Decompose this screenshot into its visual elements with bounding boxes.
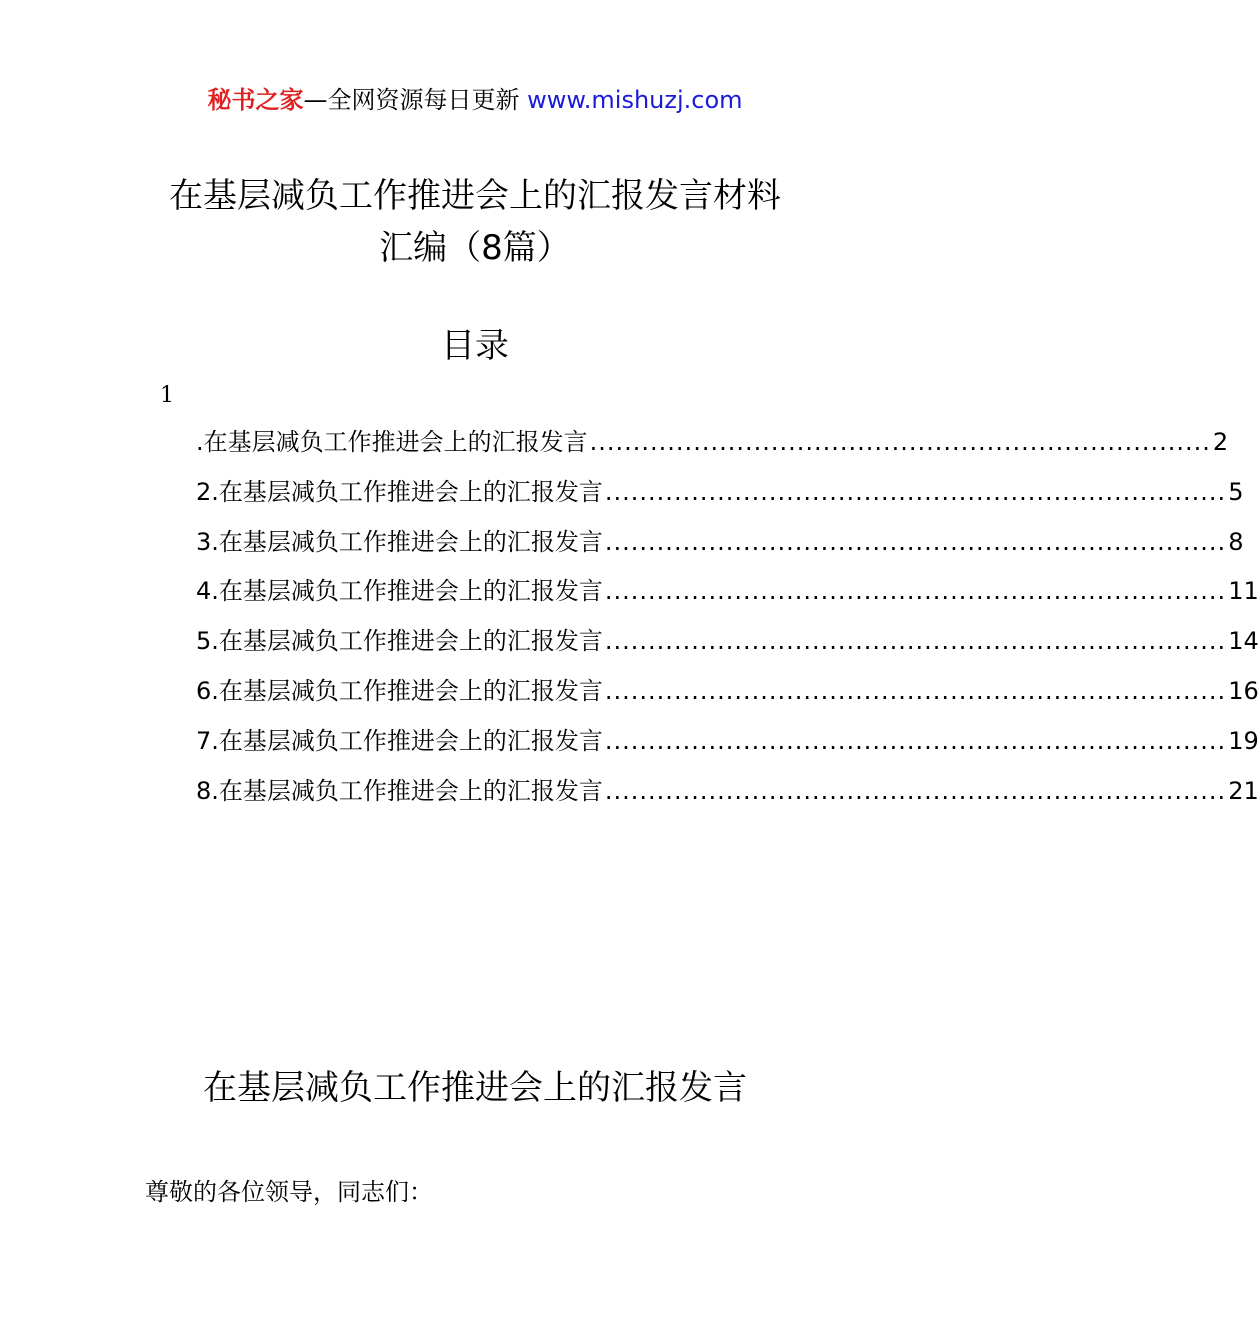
- brand-name: 秘书之家: [207, 86, 304, 114]
- toc-item-page: 21: [1228, 776, 1259, 805]
- toc-leader-dots: ........................................................................: [604, 676, 1227, 705]
- toc-item-label: 5.在基层减负工作推进会上的汇报发言: [196, 627, 603, 656]
- site-url-link[interactable]: www.mishuzj.com: [527, 86, 743, 114]
- toc-item-label: .在基层减负工作推进会上的汇报发言: [196, 428, 588, 456]
- toc-leader-dots: ........................................................................: [604, 477, 1227, 506]
- toc-item-label: 2.在基层减负工作推进会上的汇报发言: [196, 477, 603, 506]
- toc-item-page: 8: [1228, 527, 1244, 556]
- document-title: [0, 170, 950, 274]
- toc-item-label: 7.在基层减负工作推进会上的汇报发言: [196, 726, 603, 755]
- toc-item[interactable]: [196, 621, 1259, 671]
- toc-item[interactable]: [196, 422, 1229, 472]
- toc-item-page: 14: [1228, 627, 1259, 656]
- toc-item-page: 16: [1228, 676, 1259, 705]
- toc-leader-dots: ........................................................................: [604, 627, 1227, 656]
- toc-item[interactable]: [196, 571, 1259, 621]
- toc-item-label: 6.在基层减负工作推进会上的汇报发言: [196, 676, 603, 705]
- toc-item-page: 2: [1212, 428, 1229, 456]
- toc-item[interactable]: [196, 671, 1259, 721]
- table-of-contents: [196, 422, 1259, 820]
- toc-leader-dots: ........................................................................: [604, 577, 1227, 606]
- toc-item[interactable]: [196, 472, 1244, 522]
- toc-item-page: 19: [1228, 726, 1259, 755]
- document-title-line-1: 在基层减负工作推进会上的汇报发言材料: [169, 176, 781, 216]
- toc-item-label: 8.在基层减负工作推进会上的汇报发言: [196, 776, 603, 805]
- toc-leader-dots: ........................................................................: [589, 428, 1211, 456]
- section-title: 在基层减负工作推进会上的汇报发言: [203, 1068, 747, 1108]
- toc-item[interactable]: [196, 771, 1259, 821]
- toc-heading: 目录: [441, 326, 509, 366]
- toc-item-page: 5: [1228, 477, 1244, 506]
- header-slogan: —全网资源每日更新: [303, 86, 520, 114]
- salutation-text: 尊敬的各位领导，同志们：: [145, 1178, 433, 1206]
- toc-item-label: 4.在基层减负工作推进会上的汇报发言: [196, 577, 603, 606]
- toc-item-label: 3.在基层减负工作推进会上的汇报发言: [196, 527, 603, 556]
- toc-item[interactable]: [196, 522, 1244, 572]
- site-header: [0, 80, 950, 115]
- document-title-line-2: 汇编（8篇）: [379, 228, 571, 268]
- toc-item[interactable]: [196, 721, 1259, 771]
- toc-leader-dots: ........................................................................: [604, 776, 1227, 805]
- toc-leader-dots: ........................................................................: [604, 726, 1227, 755]
- toc-leader-dots: ........................................................................: [604, 527, 1227, 556]
- toc-marker: 1: [160, 383, 174, 408]
- toc-item-page: 11: [1228, 577, 1259, 606]
